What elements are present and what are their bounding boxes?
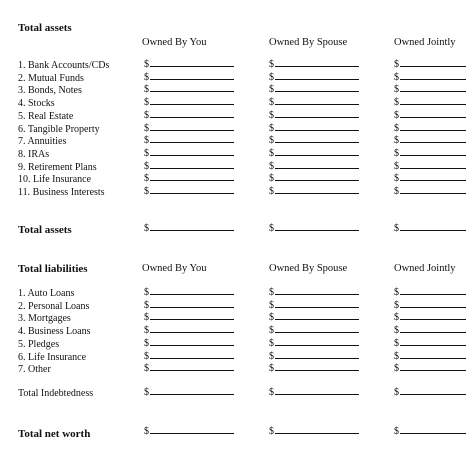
assets-you-field[interactable] [144, 110, 234, 121]
currency-symbol: $ [269, 186, 274, 197]
currency-symbol: $ [269, 426, 274, 437]
liabilities-jointly-field[interactable] [394, 351, 466, 362]
fill-in-line [400, 155, 466, 156]
currency-symbol: $ [394, 186, 399, 197]
assets-jointly-field[interactable] [394, 72, 466, 83]
assets-total-jointly-field[interactable] [394, 223, 466, 234]
currency-symbol: $ [269, 287, 274, 298]
liabilities-you-field[interactable] [144, 300, 234, 311]
assets-item-label: 6. Tangible Property [18, 123, 100, 135]
assets-you-field[interactable] [144, 123, 234, 134]
currency-symbol: $ [269, 337, 274, 349]
assets-total-you-field[interactable] [144, 223, 234, 234]
assets-jointly-field[interactable] [394, 173, 466, 184]
currency-symbol: $ [394, 312, 399, 324]
liabilities-col-you: Owned By You [142, 263, 207, 274]
currency-symbol: $ [144, 84, 149, 96]
currency-symbol: $ [269, 71, 274, 83]
liabilities-you-field[interactable] [144, 312, 234, 323]
currency-symbol: $ [394, 426, 399, 437]
currency-symbol: $ [144, 325, 149, 337]
currency-symbol: $ [144, 426, 149, 437]
currency-symbol: $ [144, 363, 149, 375]
fill-in-line [400, 193, 466, 194]
fill-in-line [400, 66, 466, 67]
assets-item-label: 3. Bonds, Notes [18, 85, 82, 97]
assets-jointly-field[interactable] [394, 161, 466, 172]
liabilities-item-label: 4. Business Loans [18, 326, 91, 338]
fill-in-line [275, 155, 359, 156]
currency-symbol: $ [394, 59, 399, 70]
fill-in-line [150, 104, 234, 105]
assets-item-label: 7. Annuities [18, 136, 67, 148]
net-worth-jointly-field[interactable] [394, 426, 466, 437]
currency-symbol: $ [269, 350, 274, 362]
assets-you-field[interactable] [144, 72, 234, 83]
fill-in-line [275, 79, 359, 80]
currency-symbol: $ [144, 350, 149, 362]
fill-in-line [400, 332, 466, 333]
fill-in-line [150, 345, 234, 346]
fill-in-line [275, 307, 359, 308]
currency-symbol: $ [394, 71, 399, 83]
fill-in-line [150, 79, 234, 80]
fill-in-line [400, 142, 466, 143]
fill-in-line [275, 294, 359, 295]
liabilities-spouse-field[interactable] [269, 300, 359, 311]
liabilities-spouse-field[interactable] [269, 325, 359, 336]
fill-in-line [400, 307, 466, 308]
liabilities-spouse-field[interactable] [269, 338, 359, 349]
currency-symbol: $ [269, 84, 274, 96]
currency-symbol: $ [394, 173, 399, 185]
currency-symbol: $ [269, 97, 274, 109]
fill-in-line [275, 117, 359, 118]
fill-in-line [150, 91, 234, 92]
liabilities-jointly-field[interactable] [394, 363, 466, 374]
liabilities-item-label: 3. Mortgages [18, 313, 71, 325]
liabilities-spouse-field[interactable] [269, 287, 359, 298]
fill-in-line [400, 319, 466, 320]
currency-symbol: $ [144, 173, 149, 185]
currency-symbol: $ [144, 122, 149, 134]
fill-in-line [275, 370, 359, 371]
assets-item-label: 11. Business Interests [18, 187, 105, 198]
liabilities-spouse-field[interactable] [269, 363, 359, 374]
currency-symbol: $ [269, 147, 274, 159]
net-worth-spouse-field[interactable] [269, 426, 359, 437]
assets-item-label: 2. Mutual Funds [18, 72, 84, 84]
assets-jointly-field[interactable] [394, 110, 466, 121]
fill-in-line [400, 130, 466, 131]
assets-item-label: 4. Stocks [18, 98, 55, 110]
fill-in-line [275, 319, 359, 320]
net-worth-you-field[interactable] [144, 426, 234, 437]
fill-in-line [275, 345, 359, 346]
assets-spouse-field[interactable] [269, 148, 359, 159]
assets-col-spouse: Owned By Spouse [269, 37, 348, 48]
currency-symbol: $ [144, 387, 149, 398]
currency-symbol: $ [394, 299, 399, 311]
fill-in-line [400, 79, 466, 80]
assets-spouse-field[interactable] [269, 161, 359, 172]
currency-symbol: $ [144, 186, 149, 197]
currency-symbol: $ [269, 387, 274, 398]
assets-jointly-field[interactable] [394, 148, 466, 159]
fill-in-line [275, 332, 359, 333]
fill-in-line [150, 319, 234, 320]
liabilities-col-spouse: Owned By Spouse [269, 263, 348, 274]
assets-jointly-field[interactable] [394, 123, 466, 134]
assets-spouse-field[interactable] [269, 84, 359, 95]
currency-symbol: $ [269, 363, 274, 375]
fill-in-line [400, 294, 466, 295]
currency-symbol: $ [394, 122, 399, 134]
liabilities-item-label: 7. Other [18, 364, 51, 376]
fill-in-line [400, 104, 466, 105]
currency-symbol: $ [394, 135, 399, 147]
liabilities-you-field[interactable] [144, 338, 234, 349]
liabilities-col-jointly: Owned Jointly [394, 263, 456, 274]
fill-in-line [275, 168, 359, 169]
assets-total-label: Total assets [18, 224, 72, 236]
fill-in-line [400, 370, 466, 371]
liabilities-you-field[interactable] [144, 351, 234, 362]
assets-col-you: Owned By You [142, 37, 207, 48]
fill-in-line [275, 142, 359, 143]
assets-you-field[interactable] [144, 59, 234, 70]
fill-in-line [150, 180, 234, 181]
assets-spouse-field[interactable] [269, 59, 359, 70]
fill-in-line [275, 91, 359, 92]
fill-in-line [150, 130, 234, 131]
fill-in-line [275, 130, 359, 131]
liabilities-spouse-field[interactable] [269, 312, 359, 323]
currency-symbol: $ [269, 59, 274, 70]
fill-in-line [150, 307, 234, 308]
assets-you-field[interactable] [144, 135, 234, 146]
currency-symbol: $ [144, 287, 149, 298]
fill-in-line [400, 168, 466, 169]
liabilities-total-jointly-field[interactable] [394, 387, 466, 398]
assets-spouse-field[interactable] [269, 135, 359, 146]
currency-symbol: $ [144, 337, 149, 349]
fill-in-line [150, 193, 234, 194]
assets-you-field[interactable] [144, 173, 234, 184]
fill-in-line [275, 180, 359, 181]
assets-total-spouse-field[interactable] [269, 223, 359, 234]
currency-symbol: $ [144, 160, 149, 172]
currency-symbol: $ [144, 299, 149, 311]
currency-symbol: $ [394, 363, 399, 375]
fill-in-line [150, 168, 234, 169]
assets-jointly-field[interactable] [394, 135, 466, 146]
assets-jointly-field[interactable] [394, 59, 466, 70]
liabilities-item-label: 6. Life Insurance [18, 351, 87, 363]
liabilities-you-field[interactable] [144, 287, 234, 298]
currency-symbol: $ [394, 160, 399, 172]
currency-symbol: $ [144, 223, 149, 234]
currency-symbol: $ [394, 109, 399, 121]
liabilities-total-you-field[interactable] [144, 387, 234, 398]
currency-symbol: $ [144, 71, 149, 83]
assets-spouse-field[interactable] [269, 123, 359, 134]
fill-in-line [150, 142, 234, 143]
liabilities-item-label: 5. Pledges [18, 338, 60, 350]
liabilities-jointly-field[interactable] [394, 312, 466, 323]
liabilities-item-label: 1. Auto Loans [18, 288, 75, 299]
fill-in-line [400, 345, 466, 346]
assets-col-jointly: Owned Jointly [394, 37, 456, 48]
currency-symbol: $ [144, 97, 149, 109]
assets-item-label: 8. IRAs [18, 148, 50, 160]
fill-in-line [150, 155, 234, 156]
fill-in-line [400, 180, 466, 181]
net-worth-label: Total net worth [18, 428, 91, 440]
liabilities-spouse-field[interactable] [269, 351, 359, 362]
currency-symbol: $ [394, 223, 399, 234]
currency-symbol: $ [144, 312, 149, 324]
currency-symbol: $ [394, 84, 399, 96]
fill-in-line [150, 66, 234, 67]
currency-symbol: $ [144, 147, 149, 159]
currency-symbol: $ [394, 97, 399, 109]
liabilities-item-label: 2. Personal Loans [18, 300, 90, 312]
assets-item-label: 5. Real Estate [18, 110, 74, 122]
assets-spouse-field[interactable] [269, 110, 359, 121]
currency-symbol: $ [394, 147, 399, 159]
currency-symbol: $ [394, 325, 399, 337]
currency-symbol: $ [269, 223, 274, 234]
fill-in-line [150, 332, 234, 333]
assets-spouse-field[interactable] [269, 72, 359, 83]
currency-symbol: $ [144, 59, 149, 70]
fill-in-line [275, 104, 359, 105]
assets-spouse-field[interactable] [269, 173, 359, 184]
liabilities-jointly-field[interactable] [394, 287, 466, 298]
fill-in-line [150, 294, 234, 295]
fill-in-line [150, 117, 234, 118]
liabilities-jointly-field[interactable] [394, 325, 466, 336]
assets-spouse-field[interactable] [269, 186, 359, 197]
fill-in-line [150, 358, 234, 359]
fill-in-line [275, 193, 359, 194]
currency-symbol: $ [269, 312, 274, 324]
currency-symbol: $ [269, 122, 274, 134]
currency-symbol: $ [394, 337, 399, 349]
currency-symbol: $ [394, 350, 399, 362]
currency-symbol: $ [269, 173, 274, 185]
liabilities-total-spouse-field[interactable] [269, 387, 359, 398]
currency-symbol: $ [269, 160, 274, 172]
fill-in-line [150, 370, 234, 371]
liabilities-jointly-field[interactable] [394, 300, 466, 311]
currency-symbol: $ [269, 299, 274, 311]
liabilities-you-field[interactable] [144, 325, 234, 336]
assets-spouse-field[interactable] [269, 97, 359, 108]
currency-symbol: $ [269, 135, 274, 147]
fill-in-line [400, 117, 466, 118]
liabilities-total-label: Total Indebtedness [18, 388, 94, 399]
fill-in-line [275, 66, 359, 67]
assets-item-label: 9. Retirement Plans [18, 161, 97, 173]
assets-you-field[interactable] [144, 148, 234, 159]
assets-you-field[interactable] [144, 161, 234, 172]
assets-you-field[interactable] [144, 84, 234, 95]
assets-jointly-field[interactable] [394, 97, 466, 108]
fill-in-line [275, 358, 359, 359]
currency-symbol: $ [269, 109, 274, 121]
fill-in-line [400, 91, 466, 92]
liabilities-heading: Total liabilities [18, 263, 88, 275]
currency-symbol: $ [144, 135, 149, 147]
assets-item-label: 10. Life Insurance [18, 174, 92, 186]
assets-item-label: 1. Bank Accounts/CDs [18, 60, 110, 71]
liabilities-you-field[interactable] [144, 363, 234, 374]
assets-you-field[interactable] [144, 97, 234, 108]
currency-symbol: $ [269, 325, 274, 337]
assets-heading: Total assets [18, 22, 72, 34]
assets-jointly-field[interactable] [394, 84, 466, 95]
fill-in-line [400, 358, 466, 359]
assets-you-field[interactable] [144, 186, 234, 197]
liabilities-jointly-field[interactable] [394, 338, 466, 349]
currency-symbol: $ [394, 287, 399, 298]
assets-jointly-field[interactable] [394, 186, 466, 197]
currency-symbol: $ [144, 109, 149, 121]
currency-symbol: $ [394, 387, 399, 398]
